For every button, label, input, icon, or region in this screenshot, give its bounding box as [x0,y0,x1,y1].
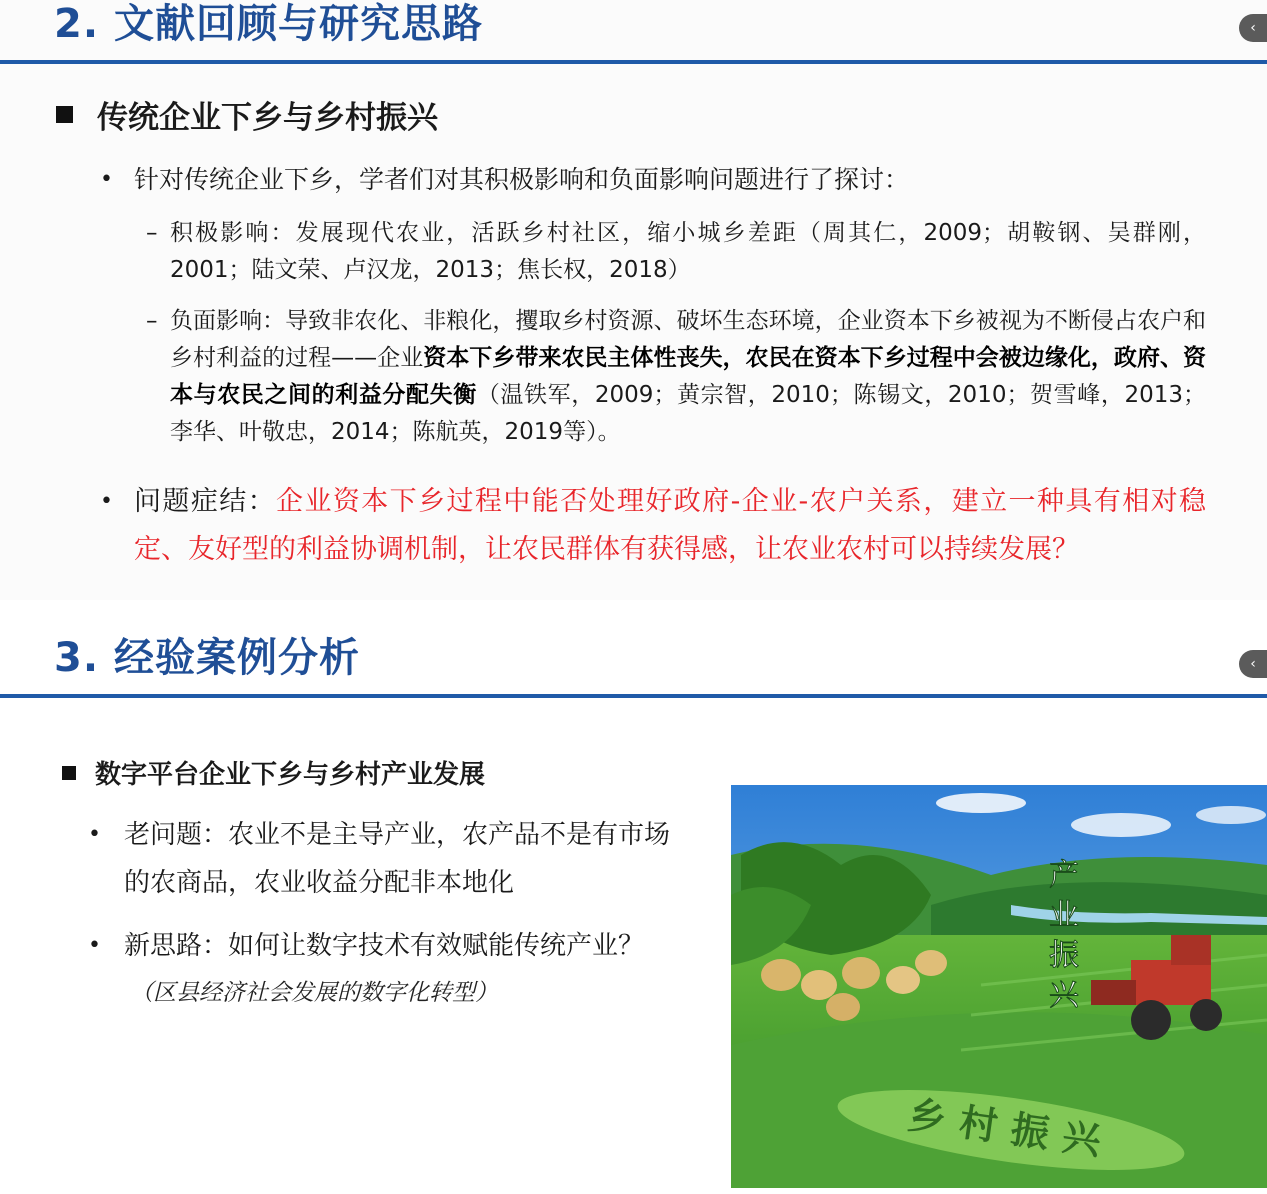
photo-illustration [731,785,1267,1188]
negative-impact-text: 负面影响：导致非农化、非粮化，攫取乡村资源、破坏生态环境，企业资本下乡被视为不断侵占农户和乡村利益的过程——企业 [170,308,1206,371]
bullet-dot-icon: • [88,933,101,958]
bullet-dot-icon: • [88,822,101,847]
dash-icon: – [146,308,158,334]
new-idea-note: （区县经济社会发展的数字化转型） [130,980,498,1006]
section-heading [62,754,485,791]
rural-revitalization-photo [731,785,1267,1188]
photo-vertical-text: 产业振兴 [1049,858,1079,1013]
section-heading-text: 传统企业下乡与乡村振兴 [97,100,438,136]
bullet-intro [100,163,1224,197]
negative-impact-emphasis: 资本下乡带来农民主体性丧失，农民在资本下乡过程中会被边缘化，政府、资本与农民之间的利益分配失衡 [170,345,1207,408]
bullet-text: 针对传统企业下乡，学者们对其积极影响和负面影响问题进行了探讨： [134,165,910,194]
sub-item-positive [146,215,1206,289]
bullet-dot-icon: • [100,167,113,192]
problem-text: 企业资本下乡过程中能否处理好政府-企业-农户关系，建立一种具有相对稳定、友好型的利益协调机制，让农民群体有获得感，让农业农村可以持续发展？ [134,486,1207,565]
slide-title: 2. 文献回顾与研究思路 [54,1,483,47]
bullet-old-problem [88,811,684,907]
slide-case-analysis [0,600,1267,1194]
section-heading [56,92,438,137]
old-problem-text: 老问题：农业不是主导产业，农产品不是有市场的农商品，农业收益分配非本地化 [124,820,671,898]
title-divider [0,694,1267,698]
title-divider [0,60,1267,64]
negative-impact-citations: （温铁军，2009；黄宗智，2010；陈锡文，2010；贺雪峰，2013；李华、叶敬忠，2014；陈航英，2019等）。 [170,382,1206,445]
section-heading-text: 数字平台企业下乡与乡村产业发展 [95,760,486,790]
bullet-dot-icon: • [100,489,113,514]
prev-slide-button[interactable]: ‹ [1239,14,1267,42]
photo-field-text: 乡村振兴 [905,1091,1118,1166]
prev-slide-button[interactable]: ‹ [1239,650,1267,678]
sub-item-negative [146,303,1207,451]
square-bullet-icon [56,106,73,123]
bullet-problem [100,478,1207,574]
dash-icon: – [146,220,158,246]
bullet-new-idea [88,922,724,970]
new-idea-text: 新思路：如何让数字技术有效赋能传统产业？ [124,931,645,961]
problem-label: 问题症结： [134,486,277,517]
square-bullet-icon [62,766,76,780]
positive-impact-text: 积极影响：发展现代农业，活跃乡村社区，缩小城乡差距（周其仁，2009；胡鞍钢、吴群刚，2001；陆文荣、卢汉龙，2013；焦长权，2018） [170,220,1206,283]
slide-title: 3. 经验案例分析 [54,635,360,681]
